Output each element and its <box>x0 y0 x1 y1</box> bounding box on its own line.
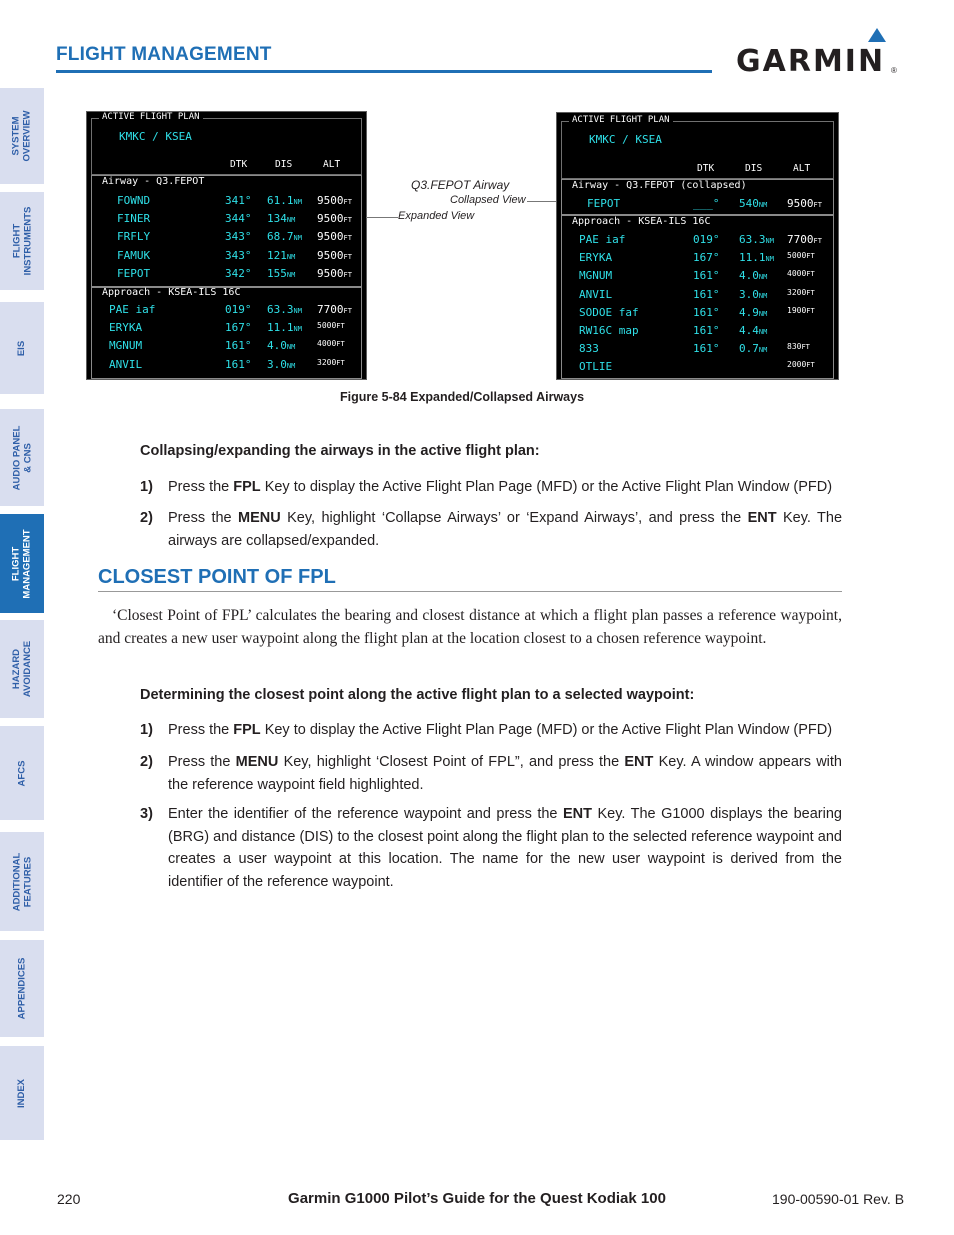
dis-value: 4.0 <box>739 269 759 283</box>
dis-value: 4.4 <box>739 324 759 337</box>
dis-unit: NM <box>286 270 296 279</box>
waypoint-dtk: 341° <box>225 194 252 207</box>
step-number: 1) <box>140 479 153 495</box>
header-rule <box>56 70 712 73</box>
alt-unit: FT <box>813 201 822 209</box>
alt-value: 1900 <box>787 305 807 315</box>
alt-unit: FT <box>343 198 352 206</box>
step-text-part: Press the <box>168 754 236 770</box>
alt-unit: FT <box>806 252 815 261</box>
garmin-triangle-icon <box>868 28 886 42</box>
step-text-part: Key. A window appears with the reference waypoint field highlighted. <box>168 754 842 793</box>
waypoint-dis <box>267 267 295 280</box>
step-text-part: Key. The airways are collapsed/expanded. <box>168 510 843 549</box>
step-text-part: Key. The G1000 displays the bearing (BRG) and distance (DIS) to the closest point along the flight plan to the selected reference waypoint and creates a user waypoint at this location. The name for the new user waypoint is derived from the identifier of the reference waypoint. <box>168 806 842 890</box>
screen-title: ACTIVE FLIGHT PLAN <box>99 112 203 122</box>
collapsed-view-screen <box>556 112 839 380</box>
step-number: 2) <box>140 510 153 526</box>
waypoint-dtk: 161° <box>225 357 252 371</box>
callout-expanded: Expanded View <box>398 210 475 222</box>
dis-value: 155 <box>267 266 287 280</box>
waypoint-alt <box>787 251 815 260</box>
expanded-view-screen <box>86 111 367 380</box>
waypoint-name: ERYKA <box>579 251 613 265</box>
waypoint-name: FEPOT <box>587 197 621 210</box>
alt-unit: FT <box>801 343 810 352</box>
step-number: 2) <box>140 754 153 770</box>
section-header: FLIGHT MANAGEMENT <box>56 44 272 65</box>
dis-unit: NM <box>765 237 774 245</box>
side-tab-label: AUDIO PANEL & CNS <box>11 425 33 490</box>
step-text <box>168 476 842 499</box>
dis-value: 0.7 <box>739 342 759 356</box>
waypoint-alt <box>317 249 352 262</box>
alt-unit: FT <box>806 306 815 315</box>
waypoint-dtk: 342° <box>225 266 252 280</box>
waypoint-name: OTLIE <box>579 360 613 374</box>
waypoint-alt <box>317 267 352 280</box>
leader-line <box>527 201 556 202</box>
column-dis: DIS <box>745 163 763 174</box>
alt-value: 5000 <box>317 321 337 331</box>
waypoint-dtk: ___° <box>693 197 720 210</box>
alt-value: 9500 <box>787 197 814 210</box>
waypoint-dtk: 161° <box>693 287 720 301</box>
dis-unit: NM <box>293 198 302 206</box>
alt-unit: FT <box>806 288 815 297</box>
procedure-heading: Determining the closest point along the active flight plan to a selected waypoint: <box>140 687 695 703</box>
procedure-step <box>140 476 842 499</box>
registered-mark: ® <box>891 66 897 75</box>
side-tab-label: INDEX <box>16 1078 28 1108</box>
dis-unit: NM <box>758 273 768 282</box>
alt-unit: FT <box>806 361 815 370</box>
waypoint-dis <box>739 197 767 210</box>
waypoint-dis <box>739 342 767 355</box>
waypoint-dtk: 161° <box>693 342 720 356</box>
dis-unit: NM <box>293 307 302 315</box>
side-tab-hazard-avoidance[interactable] <box>0 620 44 718</box>
side-tab-flight-instruments[interactable] <box>0 192 44 290</box>
key-name: FPL <box>233 722 261 738</box>
column-alt: ALT <box>793 163 811 174</box>
waypoint-name: MGNUM <box>579 269 613 283</box>
step-text-part: Press the <box>168 510 239 526</box>
step-text-part: Key to display the Active Flight Plan Page (MFD) or the Active Flight Plan Window (PFD) <box>260 479 833 495</box>
waypoint-alt <box>317 212 352 225</box>
alt-value: 3200 <box>787 287 807 297</box>
waypoint-name: FRFLY <box>117 230 151 244</box>
key-name: ENT <box>562 806 592 822</box>
waypoint-name: RW16C map <box>579 324 639 337</box>
alt-value: 9500 <box>317 212 344 226</box>
alt-value: 7700 <box>787 233 814 246</box>
dis-unit: NM <box>758 346 768 355</box>
alt-unit: FT <box>336 322 345 331</box>
waypoint-alt <box>317 194 352 207</box>
waypoint-name: FEPOT <box>117 266 151 280</box>
waypoint-dtk: 343° <box>225 248 252 262</box>
column-alt: ALT <box>323 159 341 170</box>
side-tab-label: APPENDICES <box>16 957 28 1020</box>
waypoint-alt <box>787 360 815 369</box>
dis-unit: NM <box>758 201 768 209</box>
dis-unit: NM <box>286 343 296 352</box>
alt-value: 3200 <box>317 357 337 367</box>
side-tab-eis[interactable] <box>0 302 44 394</box>
side-tab-audio-panel-cns[interactable] <box>0 409 44 506</box>
airway-header: Airway - Q3.FEPOT (collapsed) <box>572 180 747 191</box>
approach-header: Approach - KSEA-ILS 16C <box>102 287 241 298</box>
airway-header: Airway - Q3.FEPOT <box>102 176 205 187</box>
key-name: ENT <box>624 754 654 770</box>
approach-header: Approach - KSEA-ILS 16C <box>572 216 711 227</box>
dis-value: 4.9 <box>739 305 759 319</box>
side-tab-system-overview[interactable] <box>0 88 44 184</box>
alt-unit: FT <box>336 358 345 367</box>
waypoint-dtk: 161° <box>693 305 720 319</box>
alt-value: 9500 <box>317 194 344 207</box>
waypoint-dtk: 019° <box>693 233 720 246</box>
side-tab-label: AFCS <box>16 760 28 786</box>
side-tab-appendices[interactable] <box>0 940 44 1037</box>
waypoint-dis <box>267 230 302 243</box>
document-number: 190-00590-01 Rev. B <box>772 1191 905 1207</box>
side-tab-index[interactable] <box>0 1046 44 1140</box>
waypoint-dis <box>267 358 295 371</box>
waypoint-dtk: 019° <box>225 303 252 316</box>
side-tab-label: FLIGHT INSTRUMENTS <box>11 206 33 276</box>
key-name: MENU <box>238 510 281 526</box>
waypoint-dis <box>267 339 295 352</box>
alt-value: 7700 <box>317 303 344 316</box>
waypoint-alt <box>317 303 352 316</box>
waypoint-alt <box>317 321 345 330</box>
dis-unit: NM <box>758 291 768 300</box>
procedure-step <box>140 719 842 742</box>
waypoint-dis <box>739 288 767 301</box>
dis-value: 11.1 <box>739 251 766 265</box>
dis-value: 121 <box>267 248 287 262</box>
dis-value: 4.0 <box>267 339 287 353</box>
section-rule <box>98 591 842 592</box>
column-dtk: DTK <box>230 159 248 170</box>
leader-line <box>366 217 398 218</box>
dis-unit: NM <box>293 325 302 334</box>
alt-unit: FT <box>343 270 352 279</box>
key-name: ENT <box>747 510 777 526</box>
dis-unit: NM <box>758 309 768 318</box>
screen-title: ACTIVE FLIGHT PLAN <box>569 115 673 125</box>
route-label: KMKC / KSEA <box>119 130 192 143</box>
column-dtk: DTK <box>697 163 715 174</box>
waypoint-dis <box>267 212 295 225</box>
dis-value: 68.7 <box>267 230 294 244</box>
procedure-step <box>140 507 842 552</box>
waypoint-name: ANVIL <box>109 357 143 371</box>
side-tab-label: SYSTEM OVERVIEW <box>11 110 33 162</box>
waypoint-alt <box>787 306 815 315</box>
alt-value: 9500 <box>317 230 344 244</box>
figure-caption: Figure 5-84 Expanded/Collapsed Airways <box>339 390 585 404</box>
step-text-part: Key, highlight ‘Closest Point of FPL”, and press the <box>278 754 625 770</box>
dis-value: 61.1 <box>267 194 294 207</box>
waypoint-name: ANVIL <box>579 287 613 301</box>
step-text <box>168 507 842 552</box>
waypoint-alt <box>317 339 345 348</box>
garmin-logo: GARMIN <box>736 44 886 79</box>
alt-unit: FT <box>343 234 352 243</box>
waypoint-name: FAMUK <box>117 248 151 262</box>
procedure-step <box>140 751 842 796</box>
dis-unit: NM <box>765 255 774 264</box>
footer-title: Garmin G1000 Pilot’s Guide for the Quest Kodiak 100 <box>288 1190 666 1207</box>
dis-value: 540 <box>739 197 759 210</box>
dis-unit: NM <box>286 361 296 370</box>
waypoint-name: ERYKA <box>109 321 143 335</box>
key-name: FPL <box>233 479 261 495</box>
waypoint-dis <box>267 249 295 262</box>
dis-unit: NM <box>286 252 296 261</box>
waypoint-alt <box>317 358 345 367</box>
alt-value: 5000 <box>787 251 807 261</box>
waypoint-name: PAE iaf <box>579 233 626 246</box>
waypoint-dtk: 161° <box>693 269 720 283</box>
dis-unit: NM <box>293 234 302 243</box>
side-tab-label: HAZARD AVOIDANCE <box>11 640 33 698</box>
alt-unit: FT <box>343 216 352 225</box>
side-tab-label: FLIGHT MANAGEMENT <box>11 528 34 599</box>
waypoint-dtk: 344° <box>225 212 252 226</box>
waypoint-name: 833 <box>579 342 599 356</box>
side-tab-afcs[interactable] <box>0 726 44 820</box>
alt-unit: FT <box>343 252 352 261</box>
dis-value: 134 <box>267 212 287 226</box>
waypoint-dis <box>739 269 767 282</box>
callout-collapsed: Collapsed View <box>450 194 526 206</box>
column-dis: DIS <box>275 159 293 170</box>
dis-value: 63.3 <box>267 303 294 316</box>
waypoint-alt <box>787 197 822 210</box>
alt-unit: FT <box>336 340 345 349</box>
waypoint-dis <box>267 194 302 207</box>
side-tab-additional-features[interactable] <box>0 832 44 931</box>
section-title: CLOSEST POINT OF FPL <box>98 566 336 588</box>
dis-unit: NM <box>758 328 768 336</box>
waypoint-dtk: 343° <box>225 230 252 244</box>
page-number: 220 <box>57 1191 81 1207</box>
step-text-part: Press the <box>168 479 234 495</box>
dis-unit: NM <box>286 216 296 225</box>
waypoint-name: MGNUM <box>109 339 143 353</box>
waypoint-name: FINER <box>117 212 151 226</box>
waypoint-dtk: 167° <box>225 321 252 335</box>
waypoint-dtk: 167° <box>693 251 720 265</box>
callout-airway: Q3.FEPOT Airway <box>411 178 510 192</box>
waypoint-alt <box>787 342 810 351</box>
waypoint-dis <box>739 233 774 246</box>
waypoint-name: PAE iaf <box>109 303 156 316</box>
route-label: KMKC / KSEA <box>589 133 662 146</box>
alt-value: 2000 <box>787 360 807 370</box>
alt-value: 830 <box>787 342 802 352</box>
waypoint-alt <box>787 269 815 278</box>
step-text-part: Enter the identifier of the reference waypoint and press the <box>168 806 563 822</box>
dis-value: 3.0 <box>267 357 287 371</box>
procedure-heading: Collapsing/expanding the airways in the active flight plan: <box>140 443 540 459</box>
alt-unit: FT <box>813 237 822 245</box>
alt-value: 9500 <box>317 248 344 262</box>
alt-unit: FT <box>343 307 352 315</box>
dis-value: 3.0 <box>739 287 759 301</box>
step-number: 1) <box>140 722 153 738</box>
waypoint-dtk: 161° <box>693 324 720 337</box>
step-text-part: Key, highlight ‘Collapse Airways’ or ‘Expand Airways’, and press the <box>280 510 748 526</box>
waypoint-name: FOWND <box>117 194 151 207</box>
waypoint-name: SODOE faf <box>579 305 639 319</box>
waypoint-dis <box>267 303 302 316</box>
step-text <box>168 719 842 742</box>
alt-value: 4000 <box>787 269 807 279</box>
alt-unit: FT <box>806 270 815 279</box>
waypoint-dis <box>267 321 302 334</box>
side-tab-flight-management[interactable] <box>0 514 44 613</box>
step-text-part: Press the <box>168 722 234 738</box>
waypoint-alt <box>317 230 352 243</box>
side-tab-label: EIS <box>16 340 28 356</box>
alt-value: 9500 <box>317 266 344 280</box>
step-text <box>168 803 842 893</box>
dis-value: 63.3 <box>739 233 766 246</box>
side-tab-label: ADDITIONAL FEATURES <box>11 852 34 911</box>
waypoint-dis <box>739 306 767 319</box>
step-text <box>168 751 842 796</box>
step-number: 3) <box>140 806 153 822</box>
procedure-step <box>140 803 842 893</box>
waypoint-dis <box>739 324 767 337</box>
dis-value: 11.1 <box>267 321 294 335</box>
key-name: MENU <box>235 754 279 770</box>
alt-value: 4000 <box>317 339 337 349</box>
waypoint-dtk: 161° <box>225 339 252 353</box>
waypoint-alt <box>787 233 822 246</box>
step-text-part: Key to display the Active Flight Plan Page (MFD) or the Active Flight Plan Window (PFD) <box>260 722 833 738</box>
section-intro: ‘Closest Point of FPL’ calculates the bearing and closest distance at which a flight plan passes a reference waypoint, and creates a new user waypoint along the flight plan at the location closest to a chosen reference waypoint. <box>98 607 842 647</box>
waypoint-alt <box>787 288 815 297</box>
waypoint-dis <box>739 251 774 264</box>
